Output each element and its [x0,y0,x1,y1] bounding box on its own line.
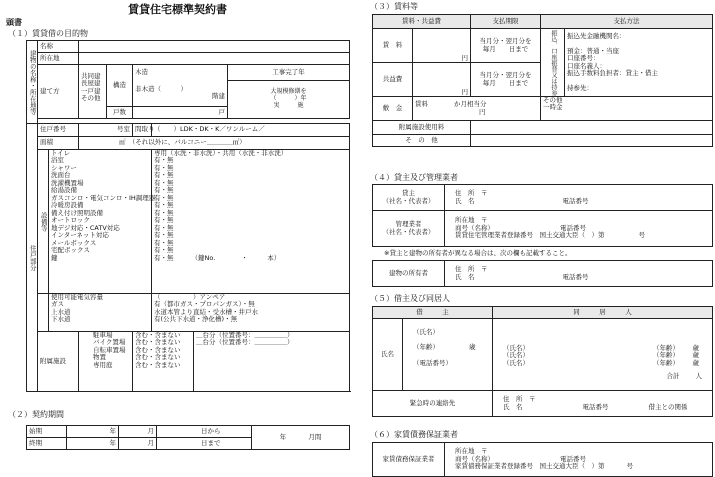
end-month[interactable]: 月 [119,438,157,450]
equipment-items [49,149,156,294]
completion-year-field[interactable] [228,81,350,119]
owner-address: 住 所 〒 [455,265,488,274]
guarantor-address: 所在地 〒 [455,447,488,456]
span-year: 年 [279,432,287,441]
equipment-item: 備え付け照明設備 [51,208,103,217]
area-field[interactable]: ㎡ （それ以外に、バルコニー＿＿＿＿㎡） [79,137,350,150]
section-5-heading: （５）借主及び同居人 [370,294,450,303]
equipment-head: 専用（水洗・非水洗）・共用（水洗・非水洗） [154,149,288,157]
utility-value: 有(公共下水道・浄化槽)・無 [154,315,238,324]
manager-reg: 賃貸住宅管理業者登録番号 国土交通大臣（ ）第 [455,231,605,240]
contract-period-table [26,425,350,450]
equipment-answer: 有・無 [154,223,174,232]
utility-items [49,294,152,332]
section-2-heading: （２）契約期間 [8,410,64,419]
common-fee-due[interactable] [471,63,541,97]
annex-label: 附属施設 [38,332,79,392]
rent-due-1: 当月分・翌月分を [479,37,532,46]
emergency-label: 緊急時の連絡先 [373,391,493,417]
lessee-table [372,306,713,417]
annex-item: バイク置場 [93,338,126,347]
deposit-label: 敷 金 [373,97,413,121]
layout-field[interactable]: （ ）LDK・DK・K／ワンルーム／ [152,124,350,137]
annex-items [79,332,133,392]
equipment-answer: 有・無 [154,231,174,240]
equipment-answer: 有・無 [154,238,174,247]
equipment-answer [154,255,347,262]
equipment-answer: 有・無 [154,163,174,172]
cohabitant-name: （氏名） [503,351,529,360]
emergency-relation: 借主との関係 [648,402,688,411]
units-label: 戸数 [107,107,133,119]
equipment-item: インターネット対応 [51,231,109,240]
equipment-answer: 有・無 [154,186,174,195]
address-field[interactable] [79,53,350,65]
other-field[interactable] [471,135,713,147]
lessor-label-2: （社名・代表者） [382,196,435,205]
utility-values[interactable] [152,294,350,332]
completion-renovation: 大規模修繕を [270,88,307,96]
cohabitant-total [503,373,706,380]
annex-item: 自転車置場 [93,345,126,354]
cohabitant-age: （年齢） [653,358,679,367]
structure-nonwood-text: 非木造（ ） [135,84,187,93]
start-year[interactable]: 年 [67,426,119,438]
annex-include-option: 含む・含まない [135,345,181,354]
equipment-item: 冷暖房設備 [51,201,84,210]
section-3-heading: （３）賃料等 [370,2,418,11]
section-6-heading: （６）家賃債務保証業者 [370,430,458,439]
other-lump-1: その他 [543,96,563,104]
guarantor-tel: 電話番号 [560,454,586,463]
col-due: 支払期限 [471,15,541,29]
type-option: その他 [81,94,101,103]
equipment-answer: 有・無 [154,246,174,255]
unit-side-label: 住戸部分 [27,124,38,392]
emergency-tel: 電話番号 [582,402,609,411]
other-lump-field[interactable] [541,97,713,121]
annex-include-option: 含む・含まない [135,353,181,362]
account-name: 口座名義人： [567,61,606,70]
cohabitant-row [503,360,706,367]
end-label: 終期 [27,438,67,450]
utility-value: 有（都市ガス・プロパンガス）・無 [154,300,255,309]
cohabitant-age: （年齢） [653,344,679,352]
structure-nonwood[interactable] [133,81,228,107]
lessee-name: （氏名） [413,328,439,336]
equipment-item: メールボックス [51,238,97,247]
equipment-item: 給湯設備 [51,186,77,195]
cohabitant-age-unit: 歳 [692,358,699,367]
start-month[interactable]: 月 [119,426,157,438]
rent-yen: 円 [461,53,468,62]
utility-value: （ ）アンペア [154,293,226,301]
span-month: 月間 [308,432,322,441]
manager-label [373,211,445,247]
col-fee: 賃料・共益費 [373,15,471,29]
start-label: 始期 [27,426,67,438]
col-method: 支払方法 [541,15,713,29]
equipment-item: 宅配ボックス [51,246,90,255]
lessor-tel: 電話番号 [562,196,589,205]
key-number: （鍵No. ・ 本） [191,253,281,262]
owner-label: 建物の所有者 [373,261,445,287]
annex-include-option: 含む・含まない [135,331,181,339]
bring-to: 持参先： [567,84,593,93]
common-fee-amount[interactable] [413,63,471,97]
equipment-item: トイレ [51,149,71,157]
emergency-field[interactable] [493,391,713,417]
lessor-table [372,184,713,247]
address-label: 所在地 [38,53,79,65]
equipment-item: 地デジ対応・CATV対応 [51,223,120,232]
cohabitant-age-unit: 歳 [692,351,699,360]
lessee-tel: （電話番号） [413,358,452,367]
annex-slot: ＿台分（位置番号：＿＿＿＿＿） [196,331,294,339]
guarantor-reg: 家賃債務保証業者登録番号 国土交通大臣（ ）第 [455,462,605,471]
type-options[interactable] [79,65,107,119]
equipment-item: オートロック [51,216,90,225]
completion-done: 実 施 [273,101,304,109]
annex-slots[interactable] [194,332,350,392]
annex-fee-label: 附属施設使用料 [373,121,471,135]
equipment-answer: 有・無 [154,171,174,180]
equipment-answer-text: 有・無 [154,253,174,262]
cohabitant-name: （氏名） [503,344,529,352]
cohabitant-field[interactable] [493,319,713,391]
equipment-answer: 有・無 [154,216,174,225]
guarantor-field[interactable] [445,443,713,477]
equipment-item: 鍵 [51,253,58,262]
annex-include[interactable] [133,332,194,392]
col-lessee: 借 主 [373,307,493,319]
equipment-answer: 有・無 [154,178,174,187]
lessor-name: 氏 名 [455,196,475,205]
total-label: 合計 [666,372,680,381]
rent-amount[interactable] [413,29,471,63]
start-day[interactable]: 日から [157,426,252,438]
completion-year-label: 工事完了年 [228,65,350,81]
unit-number-label: 住戸番号 [38,124,79,137]
section-4-heading: （４）貸主及び管理業者 [370,173,458,182]
common-yen: 円 [461,87,468,96]
owner-note: ※貸主と建物の所有者が異なる場合は、次の欄も記載すること。 [384,249,572,257]
lessee-age-unit: 歳 [469,343,476,352]
annex-slot-blank [196,347,347,354]
building-side-label: 建物の名称・所在地等 [27,41,38,124]
deposit-yen: 円 [479,107,486,116]
deposit-field[interactable] [413,97,541,121]
units-field[interactable]: 戸 [133,107,228,119]
type-option: 一戸建 [81,86,101,95]
other-lump-2: 一時金 [543,103,563,112]
lessee-age: （年齢） [413,343,439,352]
equipment-side-label: 設備等 [38,150,49,294]
structure-label: 構造 [107,65,133,107]
rent-label: 賃 料 [373,29,413,63]
type-label: 建て方 [38,65,79,119]
utility-item: 下水道 [51,315,71,324]
lessee-field[interactable] [403,319,493,391]
floors-unit: 階建 [212,92,225,101]
guarantor-table [372,442,713,477]
utility-item: 上水道 [51,307,71,316]
header-label: 頭書 [6,18,22,27]
end-year[interactable]: 年 [67,438,119,450]
rent-due-2: 毎月 日まで [482,44,529,53]
equipment-answer: 有・無 [154,208,174,217]
annex-item: 物置 [93,353,106,362]
lessee-name-label: 氏名 [373,319,403,391]
equipment-answers[interactable] [152,150,350,294]
annex-include-option: 含む・含まない [135,338,181,347]
guarantor-label: 家賃債務保証業者 [373,443,445,477]
equipment-answer: 有・無 [154,201,174,210]
equipment-item: 浴室 [51,156,64,165]
guarantor-name: 商号（名称） [455,454,494,463]
manager-reg-no: 号 [638,231,645,240]
deposit-months: か月相当分 [454,100,487,109]
owner-tel: 電話番号 [562,272,589,281]
manager-label-1: 管理業者 [395,220,422,229]
annex-item: 専用庭 [93,360,113,369]
fee-bearer: 振込手数料負担者：貸主・借主 [567,69,658,78]
account-number: 口座番号： [567,54,600,63]
annex-slot-blank [196,354,347,361]
equipment-item: 洗濯機置場 [51,178,84,187]
annex-slot-blank [196,362,347,369]
document-title: 賃貸住宅標準契約書 [128,3,227,16]
payment-details[interactable] [565,29,713,97]
annex-include-option: 含む・含まない [135,360,181,369]
lessor-address: 住 所 〒 [455,189,488,198]
equipment-item: 洗面台 [51,171,71,180]
utility-item: 使用可能電気容量 [51,293,103,301]
deposit-rent: 賃料 [415,100,428,109]
manager-name: 商号（名称） [455,223,494,232]
type-option: 共同建 [81,72,101,80]
completion-year-paren: （ ）年 [270,95,307,103]
common-due-1: 当月分・翌月分を [479,71,532,80]
common-due-2: 毎月 日まで [482,78,529,87]
annex-slot: ＿台分（位置番号：＿＿＿＿＿） [196,338,294,347]
manager-tel: 電話番号 [560,223,586,232]
emergency-address: 住 所 〒 [503,395,536,404]
manager-address: 所在地 〒 [455,216,488,225]
rental-property-table [26,40,350,392]
section-1-heading: （１）賃貸借の目的物 [8,29,88,38]
end-day[interactable]: 日まで [157,438,252,450]
area-label: 面積 [38,137,79,150]
total-unit: 人 [695,372,702,381]
method-side: 振込、口座振替又は持参 [541,29,565,97]
equipment-answer: 有・無 [154,193,174,202]
bank-label: 振込先金融機関名： [567,32,626,40]
layout-label: 間取り [133,124,152,137]
utility-item: ガス [51,300,64,309]
lessor-field[interactable] [445,185,713,211]
cohabitant-name: （氏名） [503,358,529,367]
owner-name: 氏 名 [455,272,475,281]
rent-due[interactable] [471,29,541,63]
period-span[interactable] [252,426,350,450]
common-fee-label: 共益費 [373,63,413,97]
owner-field[interactable] [445,261,713,287]
equipment-answer: 有・無 [154,156,174,165]
unit-number-field[interactable]: 号室 [79,124,133,137]
name-field[interactable] [79,41,350,53]
cohabitant-age-unit: 歳 [692,344,699,352]
col-cohab: 同 居 人 [493,307,713,319]
deposit-type: 預金：普通・当座 [567,46,619,55]
annex-fee-field[interactable] [471,121,713,135]
utility-value: 水道本管より直結・受水槽・井戸水 [154,307,258,316]
other-label: そ の 他 [373,135,471,147]
owner-table [372,260,713,287]
annex-item: 駐車場 [93,331,113,339]
structure-wood[interactable]: 木造 [133,65,228,81]
manager-field[interactable] [445,211,713,247]
name-label: 名称 [38,41,79,53]
guarantor-reg-no: 号 [626,462,633,471]
lessor-label [373,185,445,211]
manager-label-2: （社名・代表者） [382,227,435,236]
emergency-name: 氏 名 [503,402,523,411]
type-option: 長屋建 [81,79,101,88]
rent-table [372,14,713,147]
lessor-label-1: 貸主 [402,189,415,198]
cohabitant-age: （年齢） [653,351,679,360]
equipment-item: ガスコンロ・電気コンロ・IH調理器 [51,193,156,202]
equipment-item: シャワー [51,163,77,172]
